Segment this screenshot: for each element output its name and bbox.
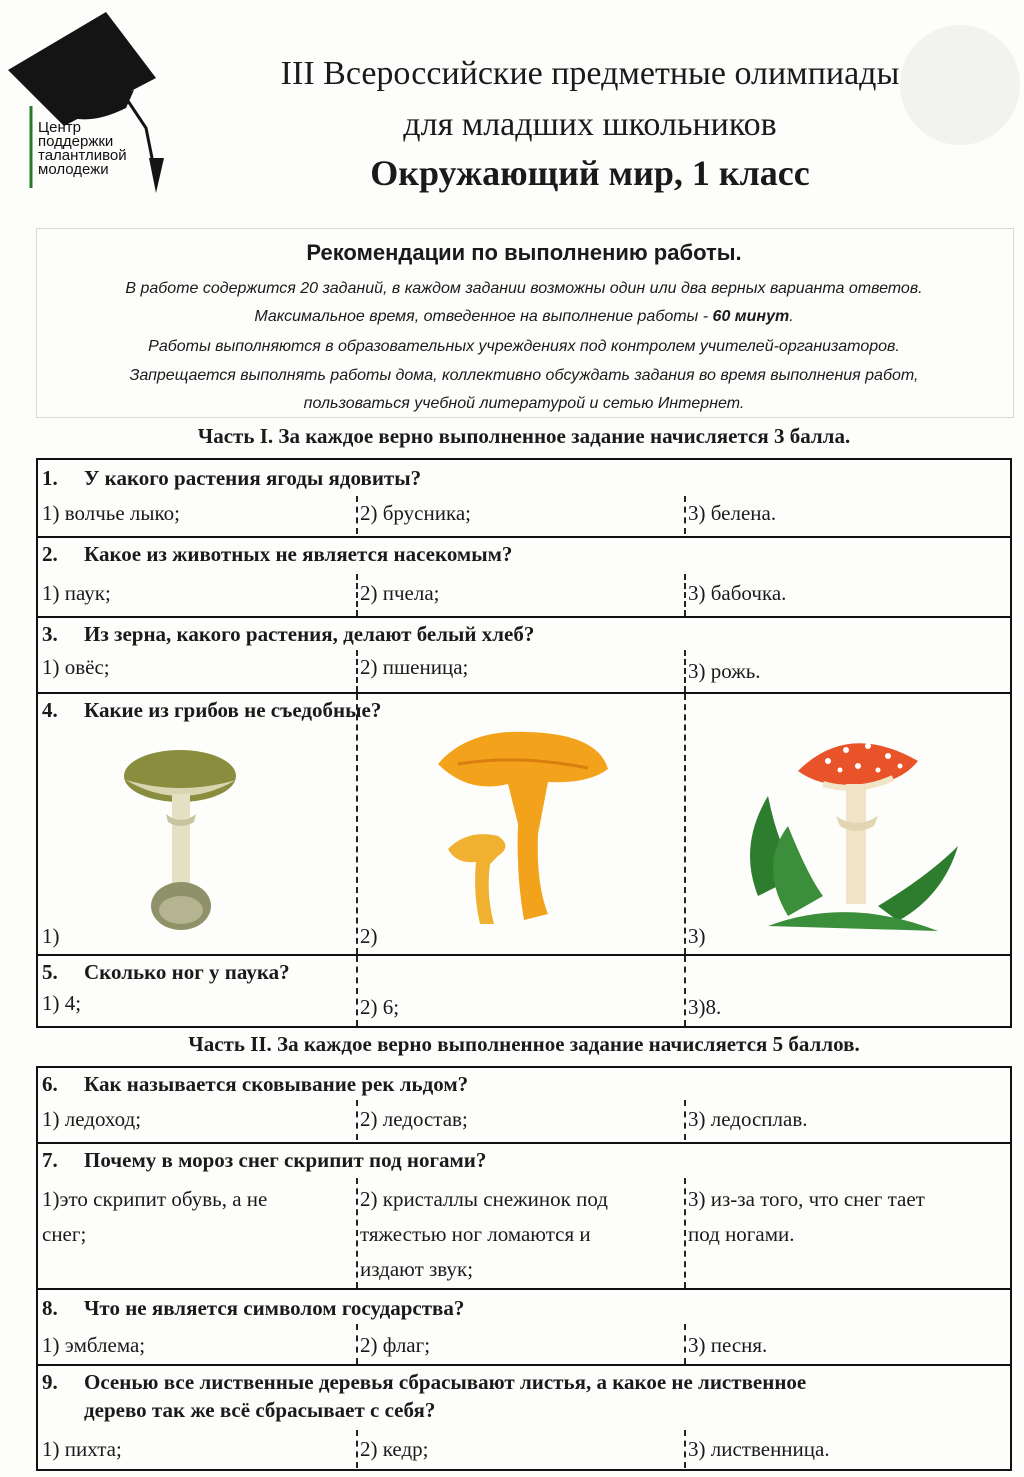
column-divider (684, 1324, 686, 1364)
question-row (38, 954, 1010, 1026)
question-number: 8. (42, 1296, 58, 1320)
column-divider (684, 1100, 686, 1140)
logo-line: поддержки (38, 133, 114, 150)
question-row (38, 536, 1010, 616)
answer-line: издают звук; (360, 1257, 474, 1281)
answer-option[interactable]: 3) рожь. (688, 659, 761, 683)
question-number: 2. (42, 542, 58, 566)
death-cap-mushroom-icon[interactable] (118, 734, 248, 934)
question-title (42, 622, 534, 647)
column-divider (684, 574, 686, 616)
answer-option[interactable]: 1) овёс; (42, 655, 110, 679)
column-divider (356, 574, 358, 616)
question-text: Осенью все лиственные деревья сбрасывают листья, а какое не лиственное (84, 1370, 807, 1394)
recommendations-time-line (36, 308, 1012, 326)
answer-option[interactable]: 2) флаг; (360, 1333, 431, 1357)
question-title (42, 1370, 806, 1395)
column-divider (684, 956, 686, 1026)
answer-line: под ногами. (688, 1222, 795, 1246)
time-suffix: . (789, 308, 794, 325)
question-row (38, 1364, 1010, 1469)
column-divider (356, 1100, 358, 1140)
header-line-1: III Всероссийские предметные олимпиады (280, 55, 900, 92)
answer-option[interactable]: 1) ледоход; (42, 1107, 142, 1131)
column-divider (356, 496, 358, 534)
question-number: 3. (42, 622, 58, 646)
column-divider (356, 694, 358, 954)
question-text-continued: дерево так же всё сбрасывает с себя? (84, 1398, 436, 1422)
answer-option[interactable]: 3) песня. (688, 1333, 768, 1357)
recommendations-line: В работе содержится 20 заданий, в каждом задании возможны один или два верных варианта ответов. (125, 280, 923, 297)
answer-option[interactable]: 2) (360, 924, 378, 948)
question-row (38, 1068, 1010, 1142)
answer-option[interactable]: 1) эмблема; (42, 1333, 146, 1357)
question-number: 7. (42, 1148, 58, 1172)
question-row (38, 1142, 1010, 1288)
part2-table (36, 1066, 1012, 1471)
question-title (42, 466, 421, 491)
answer-line: 3) из-за того, что снег тает (688, 1187, 925, 1211)
answer-line: 2) кристаллы снежинок под (360, 1187, 608, 1211)
answer-option[interactable]: 3) бабочка. (688, 581, 787, 605)
question-text: У какого растения ягоды ядовиты? (84, 466, 422, 490)
column-divider (684, 694, 686, 954)
recommendations-line: Работы выполняются в образовательных учреждениях под контролем учителей-организаторов. (148, 338, 900, 355)
question-title (42, 960, 290, 985)
question-number: 6. (42, 1072, 58, 1096)
answer-option[interactable]: 3)8. (688, 995, 722, 1019)
question-text: Какие из грибов не съедобные? (84, 698, 382, 722)
column-divider (356, 1178, 358, 1288)
question-number: 4. (42, 698, 58, 722)
question-number: 1. (42, 466, 58, 490)
answer-option[interactable]: 1) (42, 924, 60, 948)
answer-option[interactable] (42, 1182, 267, 1252)
header-line-2: для младших школьников (403, 106, 777, 143)
answer-line: снег; (42, 1222, 87, 1246)
question-text: Что не является символом государства? (84, 1296, 465, 1320)
answer-option[interactable]: 2) кедр; (360, 1437, 429, 1461)
question-text: Как называется сковывание рек льдом? (84, 1072, 469, 1096)
recommendations-title: Рекомендации по выполнению работы. (306, 240, 742, 265)
logo-line: талантливой (38, 147, 127, 164)
question-title (42, 1296, 464, 1321)
question-title (42, 1148, 486, 1173)
answer-option[interactable]: 2) 6; (360, 995, 400, 1019)
column-divider (356, 1324, 358, 1364)
question-text: Почему в мороз снег скрипит под ногами? (84, 1148, 487, 1172)
answer-line: тяжестью ног ломаются и (360, 1222, 591, 1246)
answer-option[interactable]: 1) 4; (42, 991, 82, 1015)
answer-option[interactable]: 3) белена. (688, 501, 777, 525)
recommendations-line: пользоваться учебной литературой и сетью Интернет. (303, 395, 745, 412)
answer-option[interactable] (688, 1182, 925, 1252)
answer-option[interactable]: 1) паук; (42, 581, 111, 605)
answer-option[interactable]: 3) ледосплав. (688, 1107, 808, 1131)
answer-line: 1)это скрипит обувь, а не (42, 1187, 268, 1211)
recommendations-line: Запрещается выполнять работы дома, коллективно обсуждать задания во время выполнения работ, (129, 367, 919, 384)
question-number: 9. (42, 1370, 58, 1394)
answer-option[interactable]: 2) пчела; (360, 581, 440, 605)
question-title (42, 698, 381, 723)
fly-agaric-mushroom-icon[interactable] (728, 726, 978, 941)
logo-line: Центр (38, 119, 81, 136)
question-row (38, 460, 1010, 536)
question-text: Какое из животных не является насекомым? (84, 542, 513, 566)
answer-option[interactable]: 3) лиственница. (688, 1437, 830, 1461)
answer-option[interactable]: 2) брусника; (360, 501, 471, 525)
logo-line: молодежи (38, 161, 109, 178)
answer-option[interactable]: 1) волчье лыко; (42, 501, 180, 525)
question-row (38, 1288, 1010, 1364)
column-divider (684, 1178, 686, 1288)
question-row (38, 692, 1010, 954)
part1-title: Часть I. За каждое верно выполненное задание начисляется 3 балла. (197, 424, 851, 448)
question-text: Сколько ног у паука? (84, 960, 290, 984)
question-title (42, 542, 512, 567)
column-divider (356, 956, 358, 1026)
answer-option[interactable]: 2) пшеница; (360, 655, 469, 679)
column-divider (684, 1430, 686, 1468)
column-divider (684, 650, 686, 692)
question-text: Из зерна, какого растения, делают белый хлеб? (84, 622, 535, 646)
column-divider (356, 650, 358, 692)
logo (6, 8, 166, 193)
header-subject: Окружающий мир, 1 класс (370, 153, 810, 193)
time-value: 60 минут (712, 308, 790, 325)
answer-option[interactable]: 2) ледостав; (360, 1107, 468, 1131)
time-prefix: Максимальное время, отведенное на выполнение работы - (254, 308, 713, 325)
question-row (38, 616, 1010, 692)
answer-option[interactable] (360, 1182, 608, 1287)
question-title (42, 1072, 468, 1097)
chanterelle-mushroom-icon[interactable] (428, 724, 618, 934)
answer-option[interactable]: 3) (688, 924, 706, 948)
answer-option[interactable]: 1) пихта; (42, 1437, 122, 1461)
part2-title: Часть II. За каждое верно выполненное задание начисляется 5 баллов. (188, 1032, 860, 1056)
column-divider (356, 1430, 358, 1468)
part1-table (36, 458, 1012, 1028)
column-divider (684, 496, 686, 534)
question-number: 5. (42, 960, 58, 984)
